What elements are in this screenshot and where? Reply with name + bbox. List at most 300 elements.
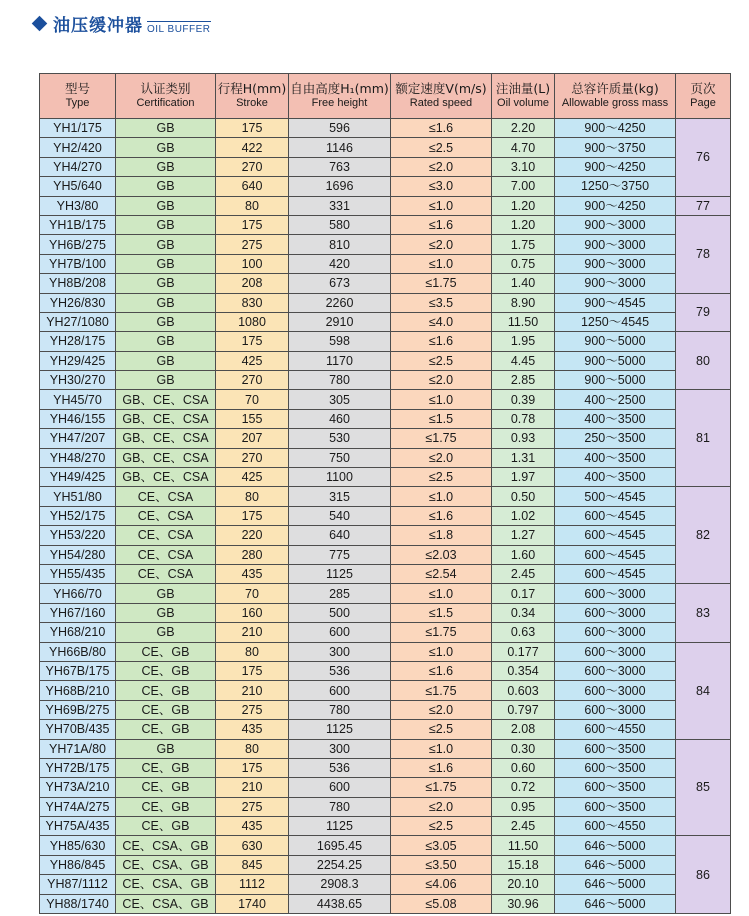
cell-rated-speed: ≤1.5	[391, 603, 492, 622]
table-row	[40, 119, 731, 138]
cell-stroke: 175	[216, 506, 289, 525]
cell-certification: GB	[116, 119, 216, 138]
table-row	[40, 564, 731, 583]
table-row	[40, 623, 731, 642]
cell-rated-speed: ≤1.6	[391, 119, 492, 138]
cell-stroke: 208	[216, 274, 289, 293]
cell-type: YH55/435	[40, 564, 116, 583]
cell-type: YH2/420	[40, 138, 116, 157]
cell-rated-speed: ≤1.0	[391, 390, 492, 409]
cell-rated-speed: ≤2.5	[391, 817, 492, 836]
cell-certification: CE、CSA、GB	[116, 836, 216, 855]
table-row	[40, 468, 731, 487]
cell-rated-speed: ≤2.0	[391, 371, 492, 390]
cell-page: 81	[676, 390, 731, 487]
col-header-type: 型号 Type	[40, 74, 116, 119]
col-header-free-height: 自由高度H₁(mm) Free height	[289, 74, 391, 119]
cell-certification: GB	[116, 584, 216, 603]
cell-stroke: 275	[216, 700, 289, 719]
cell-oil-volume: 0.50	[492, 487, 555, 506]
cell-certification: GB	[116, 312, 216, 331]
cell-oil-volume: 4.45	[492, 351, 555, 370]
cell-gross-mass: 900～5000	[555, 332, 676, 351]
cell-type: YH67/160	[40, 603, 116, 622]
cell-stroke: 435	[216, 720, 289, 739]
table-row	[40, 661, 731, 680]
cell-type: YH8B/208	[40, 274, 116, 293]
cell-stroke: 80	[216, 642, 289, 661]
cell-certification: CE、CSA、GB	[116, 894, 216, 913]
cell-gross-mass: 600～3500	[555, 739, 676, 758]
cell-gross-mass: 900～3000	[555, 274, 676, 293]
cell-stroke: 1740	[216, 894, 289, 913]
table-row	[40, 681, 731, 700]
cell-page: 84	[676, 642, 731, 739]
cell-oil-volume: 15.18	[492, 855, 555, 874]
cell-stroke: 175	[216, 119, 289, 138]
cell-oil-volume: 1.95	[492, 332, 555, 351]
cell-rated-speed: ≤1.75	[391, 778, 492, 797]
cell-oil-volume: 11.50	[492, 312, 555, 331]
cell-type: YH27/1080	[40, 312, 116, 331]
cell-rated-speed: ≤2.0	[391, 157, 492, 176]
cell-type: YH48/270	[40, 448, 116, 467]
cell-gross-mass: 900～3750	[555, 138, 676, 157]
cell-certification: CE、GB	[116, 758, 216, 777]
cell-page: 85	[676, 739, 731, 836]
cell-gross-mass: 250～3500	[555, 429, 676, 448]
cell-free-height: 1100	[289, 468, 391, 487]
cell-stroke: 80	[216, 196, 289, 215]
cell-type: YH67B/175	[40, 661, 116, 680]
cell-free-height: 2254.25	[289, 855, 391, 874]
cell-rated-speed: ≤1.75	[391, 429, 492, 448]
cell-free-height: 1695.45	[289, 836, 391, 855]
cell-rated-speed: ≤2.0	[391, 700, 492, 719]
table-row	[40, 526, 731, 545]
cell-rated-speed: ≤1.0	[391, 487, 492, 506]
cell-free-height: 285	[289, 584, 391, 603]
cell-gross-mass: 900～4250	[555, 157, 676, 176]
cell-free-height: 1125	[289, 817, 391, 836]
cell-type: YH74A/275	[40, 797, 116, 816]
cell-type: YH26/830	[40, 293, 116, 312]
cell-page: 82	[676, 487, 731, 584]
cell-type: YH51/80	[40, 487, 116, 506]
cell-certification: GB	[116, 177, 216, 196]
cell-type: YH73A/210	[40, 778, 116, 797]
table-row	[40, 817, 731, 836]
cell-stroke: 70	[216, 584, 289, 603]
cell-gross-mass: 600～4545	[555, 564, 676, 583]
cell-rated-speed: ≤2.5	[391, 468, 492, 487]
cell-certification: GB	[116, 739, 216, 758]
cell-certification: CE、CSA	[116, 487, 216, 506]
cell-free-height: 4438.65	[289, 894, 391, 913]
table-header-row	[40, 74, 731, 119]
cell-gross-mass: 1250～3750	[555, 177, 676, 196]
cell-gross-mass: 900～4250	[555, 119, 676, 138]
cell-free-height: 2260	[289, 293, 391, 312]
cell-gross-mass: 600～3500	[555, 758, 676, 777]
table-row	[40, 797, 731, 816]
cell-oil-volume: 0.30	[492, 739, 555, 758]
cell-rated-speed: ≤1.8	[391, 526, 492, 545]
table-row	[40, 855, 731, 874]
cell-type: YH66/70	[40, 584, 116, 603]
cell-gross-mass: 600～3000	[555, 700, 676, 719]
cell-free-height: 2908.3	[289, 875, 391, 894]
cell-stroke: 630	[216, 836, 289, 855]
cell-rated-speed: ≤1.6	[391, 661, 492, 680]
cell-oil-volume: 1.20	[492, 215, 555, 234]
cell-rated-speed: ≤1.6	[391, 758, 492, 777]
cell-type: YH86/845	[40, 855, 116, 874]
table-row	[40, 584, 731, 603]
cell-type: YH46/155	[40, 409, 116, 428]
table-row	[40, 875, 731, 894]
cell-stroke: 175	[216, 661, 289, 680]
oil-buffer-spec-table	[39, 73, 731, 914]
cell-gross-mass: 600～3000	[555, 603, 676, 622]
cell-gross-mass: 600～4545	[555, 526, 676, 545]
cell-rated-speed: ≤4.06	[391, 875, 492, 894]
cell-page: 76	[676, 119, 731, 197]
cell-type: YH1/175	[40, 119, 116, 138]
cell-stroke: 210	[216, 778, 289, 797]
cell-type: YH47/207	[40, 429, 116, 448]
cell-rated-speed: ≤3.0	[391, 177, 492, 196]
cell-page: 83	[676, 584, 731, 642]
col-header-stroke: 行程H(mm) Stroke	[216, 74, 289, 119]
cell-rated-speed: ≤1.75	[391, 274, 492, 293]
cell-gross-mass: 600～3000	[555, 623, 676, 642]
cell-stroke: 270	[216, 157, 289, 176]
cell-rated-speed: ≤1.75	[391, 681, 492, 700]
cell-gross-mass: 400～3500	[555, 468, 676, 487]
cell-free-height: 1146	[289, 138, 391, 157]
cell-free-height: 530	[289, 429, 391, 448]
cell-certification: CE、GB	[116, 778, 216, 797]
table-row	[40, 351, 731, 370]
cell-type: YH54/280	[40, 545, 116, 564]
cell-rated-speed: ≤1.5	[391, 409, 492, 428]
cell-oil-volume: 30.96	[492, 894, 555, 913]
col-header-certification: 认证类别 Certification	[116, 74, 216, 119]
cell-gross-mass: 600～3500	[555, 797, 676, 816]
cell-free-height: 460	[289, 409, 391, 428]
cell-type: YH7B/100	[40, 254, 116, 273]
cell-certification: GB、CE、CSA	[116, 468, 216, 487]
cell-gross-mass: 600～4550	[555, 817, 676, 836]
cell-gross-mass: 600～4545	[555, 506, 676, 525]
cell-gross-mass: 600～3000	[555, 661, 676, 680]
cell-gross-mass: 400～3500	[555, 409, 676, 428]
table-row	[40, 894, 731, 913]
cell-free-height: 331	[289, 196, 391, 215]
table-row	[40, 603, 731, 622]
cell-gross-mass: 1250～4545	[555, 312, 676, 331]
cell-oil-volume: 0.39	[492, 390, 555, 409]
table-row	[40, 448, 731, 467]
cell-gross-mass: 900～5000	[555, 371, 676, 390]
cell-rated-speed: ≤3.50	[391, 855, 492, 874]
cell-stroke: 280	[216, 545, 289, 564]
cell-stroke: 210	[216, 681, 289, 700]
cell-gross-mass: 400～3500	[555, 448, 676, 467]
cell-rated-speed: ≤2.54	[391, 564, 492, 583]
cell-gross-mass: 400～2500	[555, 390, 676, 409]
cell-free-height: 300	[289, 642, 391, 661]
cell-certification: CE、CSA、GB	[116, 875, 216, 894]
table-row	[40, 545, 731, 564]
cell-gross-mass: 600～4545	[555, 545, 676, 564]
cell-rated-speed: ≤1.6	[391, 506, 492, 525]
cell-oil-volume: 1.20	[492, 196, 555, 215]
cell-type: YH68/210	[40, 623, 116, 642]
cell-oil-volume: 0.78	[492, 409, 555, 428]
cell-certification: CE、CSA	[116, 526, 216, 545]
cell-stroke: 160	[216, 603, 289, 622]
cell-gross-mass: 900～4250	[555, 196, 676, 215]
cell-free-height: 810	[289, 235, 391, 254]
cell-free-height: 1125	[289, 564, 391, 583]
cell-free-height: 780	[289, 700, 391, 719]
cell-oil-volume: 0.93	[492, 429, 555, 448]
cell-stroke: 1112	[216, 875, 289, 894]
cell-stroke: 425	[216, 351, 289, 370]
cell-type: YH69B/275	[40, 700, 116, 719]
cell-rated-speed: ≤1.75	[391, 623, 492, 642]
cell-oil-volume: 4.70	[492, 138, 555, 157]
cell-stroke: 275	[216, 235, 289, 254]
cell-page: 80	[676, 332, 731, 390]
cell-stroke: 210	[216, 623, 289, 642]
table-row	[40, 506, 731, 525]
cell-type: YH70B/435	[40, 720, 116, 739]
cell-rated-speed: ≤1.6	[391, 215, 492, 234]
cell-rated-speed: ≤3.5	[391, 293, 492, 312]
cell-certification: GB	[116, 351, 216, 370]
cell-oil-volume: 1.60	[492, 545, 555, 564]
cell-certification: CE、GB	[116, 720, 216, 739]
cell-stroke: 220	[216, 526, 289, 545]
cell-oil-volume: 2.85	[492, 371, 555, 390]
cell-free-height: 305	[289, 390, 391, 409]
cell-type: YH3/80	[40, 196, 116, 215]
cell-stroke: 155	[216, 409, 289, 428]
cell-free-height: 420	[289, 254, 391, 273]
cell-free-height: 315	[289, 487, 391, 506]
cell-certification: CE、GB	[116, 642, 216, 661]
cell-free-height: 540	[289, 506, 391, 525]
cell-page: 86	[676, 836, 731, 914]
cell-oil-volume: 7.00	[492, 177, 555, 196]
cell-stroke: 435	[216, 564, 289, 583]
table-row	[40, 215, 731, 234]
cell-rated-speed: ≤5.08	[391, 894, 492, 913]
cell-oil-volume: 2.45	[492, 817, 555, 836]
cell-oil-volume: 0.177	[492, 642, 555, 661]
cell-certification: GB	[116, 274, 216, 293]
table-row	[40, 274, 731, 293]
cell-page: 78	[676, 215, 731, 293]
cell-gross-mass: 600～3000	[555, 642, 676, 661]
cell-certification: GB	[116, 603, 216, 622]
table-row	[40, 778, 731, 797]
cell-rated-speed: ≤1.0	[391, 254, 492, 273]
col-header-page: 页次 Page	[676, 74, 731, 119]
cell-free-height: 600	[289, 623, 391, 642]
cell-rated-speed: ≤2.03	[391, 545, 492, 564]
cell-gross-mass: 900～4545	[555, 293, 676, 312]
cell-type: YH30/270	[40, 371, 116, 390]
cell-gross-mass: 646～5000	[555, 836, 676, 855]
cell-free-height: 780	[289, 371, 391, 390]
cell-rated-speed: ≤2.5	[391, 720, 492, 739]
cell-type: YH68B/210	[40, 681, 116, 700]
cell-certification: GB	[116, 196, 216, 215]
cell-stroke: 640	[216, 177, 289, 196]
cell-stroke: 270	[216, 371, 289, 390]
cell-stroke: 270	[216, 448, 289, 467]
cell-free-height: 596	[289, 119, 391, 138]
cell-stroke: 70	[216, 390, 289, 409]
cell-free-height: 640	[289, 526, 391, 545]
cell-rated-speed: ≤2.5	[391, 138, 492, 157]
cell-stroke: 422	[216, 138, 289, 157]
cell-certification: CE、CSA	[116, 564, 216, 583]
cell-rated-speed: ≤1.0	[391, 584, 492, 603]
table-row	[40, 758, 731, 777]
cell-type: YH5/640	[40, 177, 116, 196]
cell-oil-volume: 0.72	[492, 778, 555, 797]
cell-oil-volume: 1.97	[492, 468, 555, 487]
cell-stroke: 175	[216, 215, 289, 234]
cell-gross-mass: 900～5000	[555, 351, 676, 370]
table-row	[40, 642, 731, 661]
cell-stroke: 100	[216, 254, 289, 273]
cell-type: YH49/425	[40, 468, 116, 487]
cell-free-height: 673	[289, 274, 391, 293]
cell-free-height: 1696	[289, 177, 391, 196]
diamond-bullet-icon	[32, 16, 48, 32]
cell-type: YH52/175	[40, 506, 116, 525]
cell-certification: CE、GB	[116, 797, 216, 816]
col-header-oil-volume: 注油量(L) Oil volume	[492, 74, 555, 119]
cell-free-height: 600	[289, 778, 391, 797]
cell-certification: GB、CE、CSA	[116, 409, 216, 428]
cell-gross-mass: 600～3000	[555, 681, 676, 700]
cell-certification: GB	[116, 371, 216, 390]
cell-gross-mass: 900～3000	[555, 215, 676, 234]
cell-free-height: 300	[289, 739, 391, 758]
col-header-gross-mass: 总容许质量(kg) Allowable gross mass	[555, 74, 676, 119]
cell-stroke: 435	[216, 817, 289, 836]
cell-rated-speed: ≤2.0	[391, 235, 492, 254]
cell-gross-mass: 646～5000	[555, 875, 676, 894]
cell-oil-volume: 0.63	[492, 623, 555, 642]
cell-type: YH29/425	[40, 351, 116, 370]
cell-oil-volume: 0.603	[492, 681, 555, 700]
cell-gross-mass: 646～5000	[555, 894, 676, 913]
cell-free-height: 536	[289, 758, 391, 777]
cell-stroke: 80	[216, 739, 289, 758]
cell-certification: GB、CE、CSA	[116, 448, 216, 467]
cell-certification: GB	[116, 332, 216, 351]
cell-free-height: 600	[289, 681, 391, 700]
cell-type: YH53/220	[40, 526, 116, 545]
cell-stroke: 845	[216, 855, 289, 874]
cell-stroke: 207	[216, 429, 289, 448]
cell-gross-mass: 600～3000	[555, 584, 676, 603]
cell-type: YH1B/175	[40, 215, 116, 234]
cell-gross-mass: 646～5000	[555, 855, 676, 874]
cell-type: YH71A/80	[40, 739, 116, 758]
cell-certification: GB	[116, 235, 216, 254]
cell-rated-speed: ≤1.0	[391, 739, 492, 758]
cell-certification: GB	[116, 138, 216, 157]
cell-page: 77	[676, 196, 731, 215]
cell-type: YH6B/275	[40, 235, 116, 254]
cell-rated-speed: ≤1.0	[391, 642, 492, 661]
table-row	[40, 196, 731, 215]
table-row	[40, 720, 731, 739]
cell-stroke: 80	[216, 487, 289, 506]
cell-oil-volume: 2.08	[492, 720, 555, 739]
cell-gross-mass: 600～4550	[555, 720, 676, 739]
table-row	[40, 390, 731, 409]
cell-oil-volume: 2.45	[492, 564, 555, 583]
cell-certification: CE、GB	[116, 681, 216, 700]
cell-oil-volume: 8.90	[492, 293, 555, 312]
cell-type: YH28/175	[40, 332, 116, 351]
cell-free-height: 763	[289, 157, 391, 176]
cell-type: YH88/1740	[40, 894, 116, 913]
cell-certification: CE、GB	[116, 700, 216, 719]
cell-stroke: 1080	[216, 312, 289, 331]
cell-type: YH75A/435	[40, 817, 116, 836]
cell-certification: GB	[116, 157, 216, 176]
cell-certification: CE、GB	[116, 661, 216, 680]
table-body	[40, 119, 731, 914]
table-row	[40, 429, 731, 448]
cell-oil-volume: 0.17	[492, 584, 555, 603]
cell-oil-volume: 3.10	[492, 157, 555, 176]
cell-free-height: 500	[289, 603, 391, 622]
cell-oil-volume: 0.75	[492, 254, 555, 273]
cell-certification: GB	[116, 215, 216, 234]
cell-certification: GB、CE、CSA	[116, 429, 216, 448]
cell-rated-speed: ≤2.5	[391, 351, 492, 370]
section-title-en: OIL BUFFER	[147, 21, 211, 35]
cell-rated-speed: ≤2.0	[391, 797, 492, 816]
cell-oil-volume: 11.50	[492, 836, 555, 855]
section-header	[34, 11, 211, 36]
cell-gross-mass: 500～4545	[555, 487, 676, 506]
cell-rated-speed: ≤3.05	[391, 836, 492, 855]
cell-rated-speed: ≤4.0	[391, 312, 492, 331]
table-row	[40, 700, 731, 719]
table-row	[40, 487, 731, 506]
cell-oil-volume: 1.40	[492, 274, 555, 293]
cell-free-height: 536	[289, 661, 391, 680]
cell-free-height: 780	[289, 797, 391, 816]
cell-certification: GB	[116, 293, 216, 312]
cell-type: YH87/1112	[40, 875, 116, 894]
cell-gross-mass: 900～3000	[555, 235, 676, 254]
table-row	[40, 293, 731, 312]
